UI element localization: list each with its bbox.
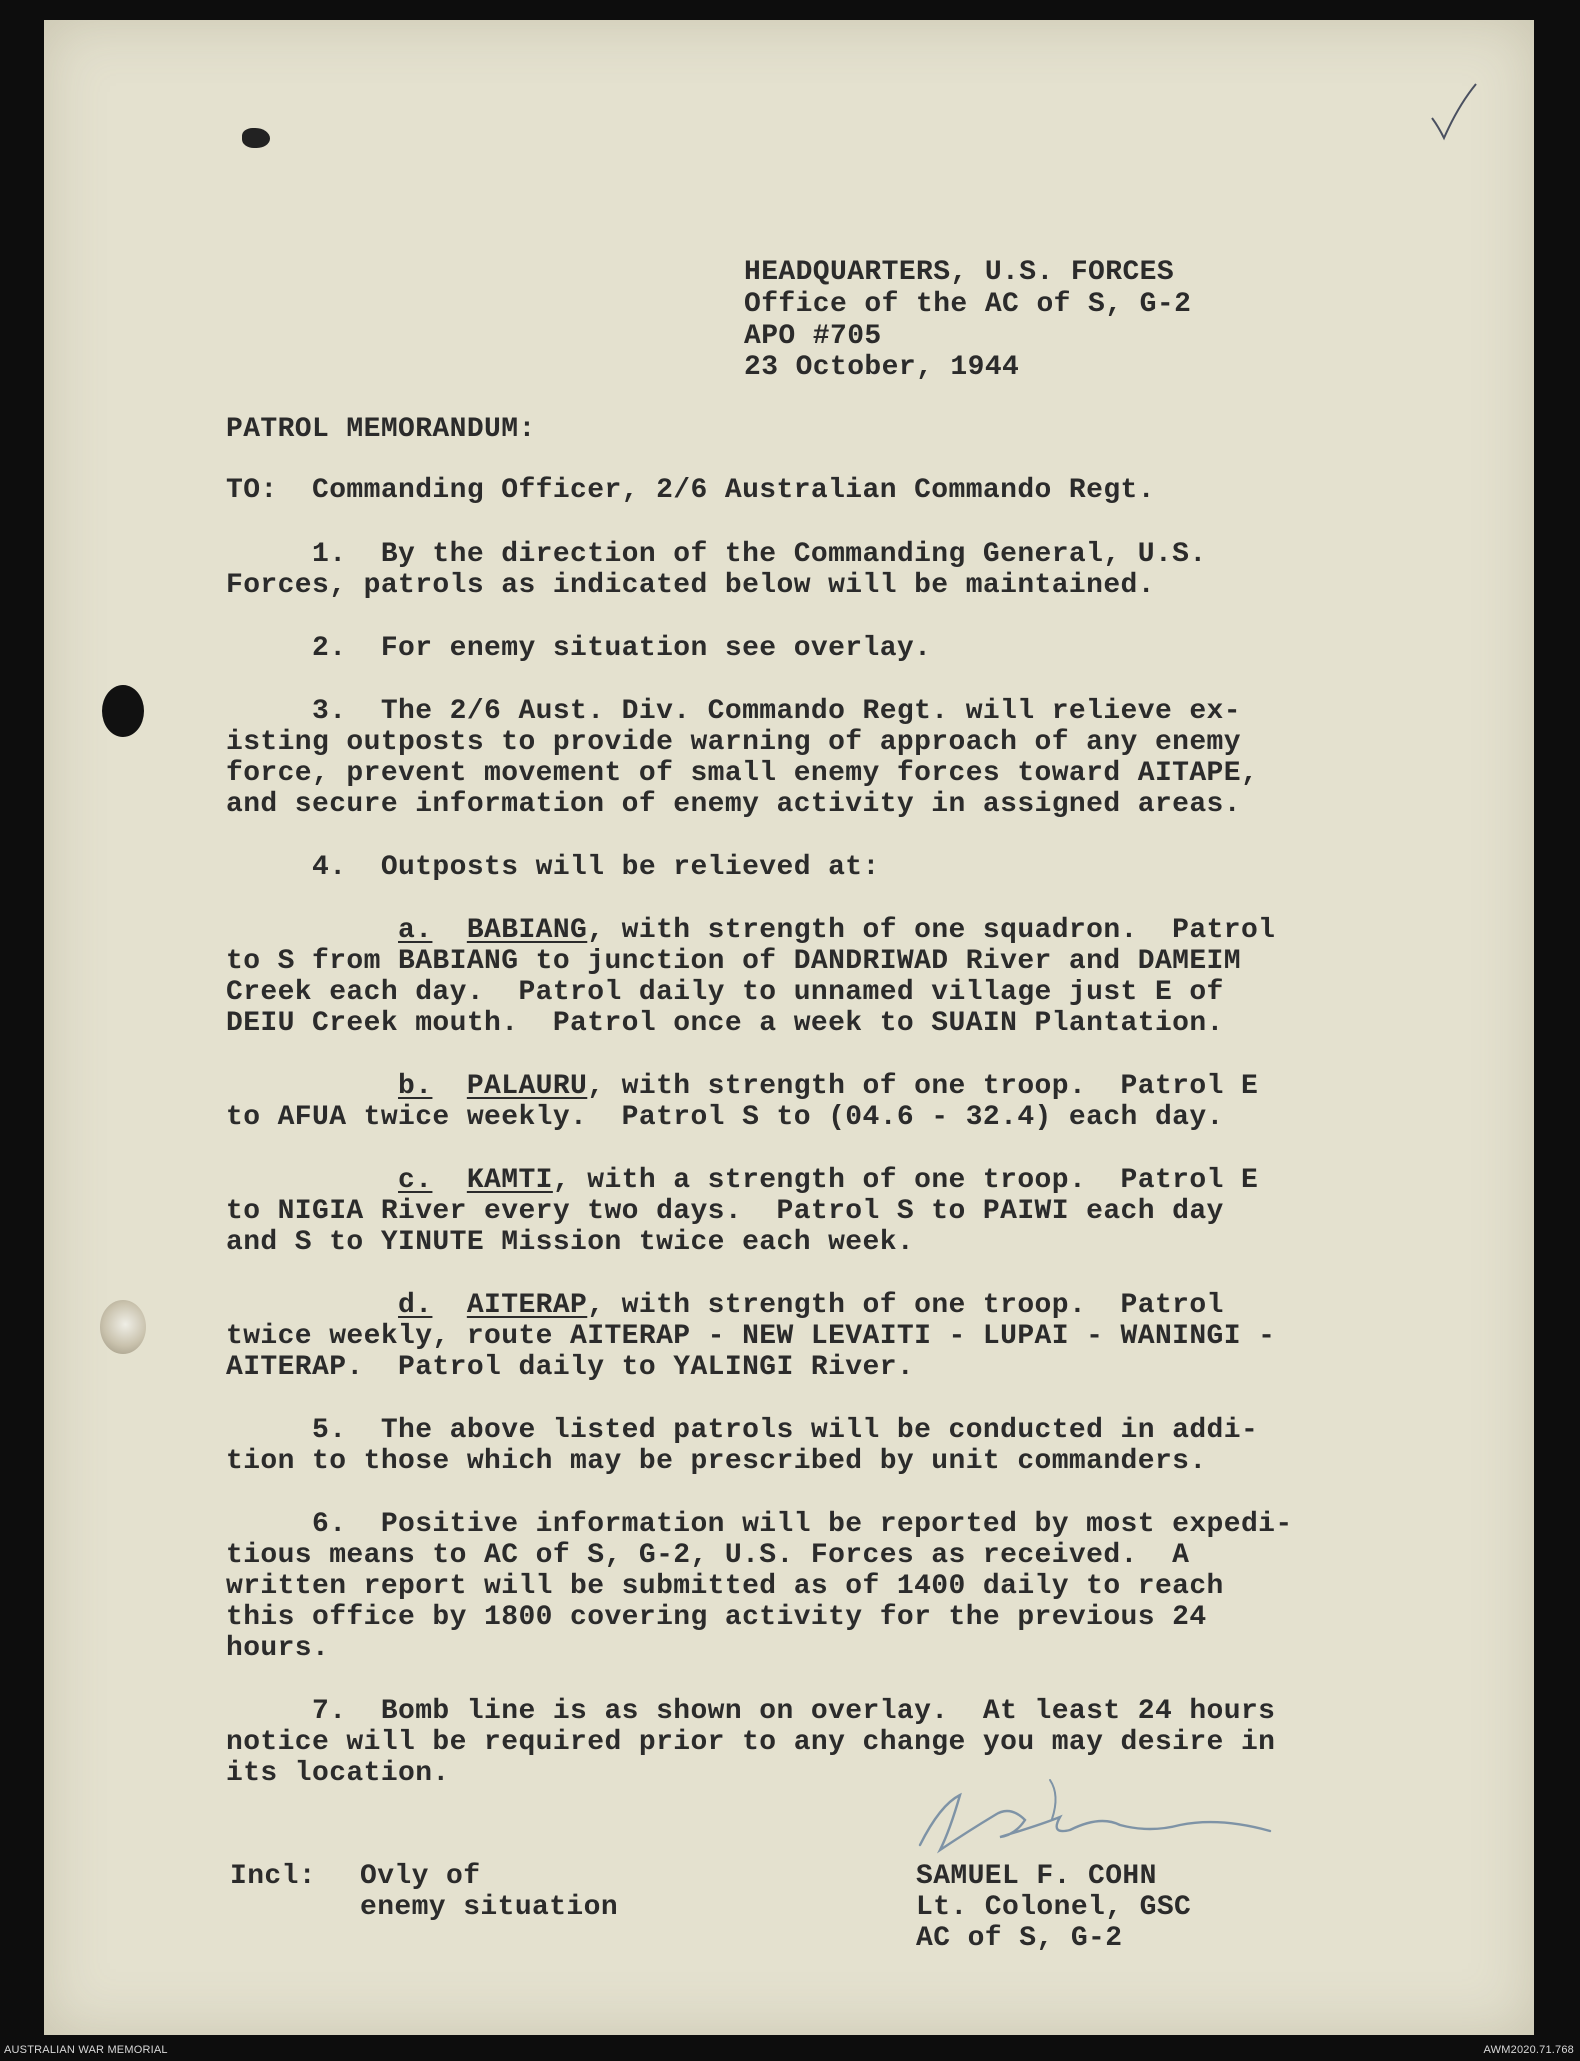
footer-accession-number: AWM2020.71.768 bbox=[1483, 2044, 1574, 2056]
item-a-line1 bbox=[226, 916, 1275, 946]
para2-line1: 2. For enemy situation see overlay. bbox=[226, 633, 932, 664]
check-mark-icon bbox=[1424, 80, 1484, 150]
para3-line1: 3. The 2/6 Aust. Div. Commando Regt. will relieve ex- bbox=[226, 696, 1241, 727]
item-a-place: BABIANG bbox=[466, 915, 588, 946]
item-d-line1 bbox=[226, 1291, 1224, 1321]
item-a-line1-rest: , with strength of one squadron. Patrol bbox=[587, 915, 1276, 946]
ink-blot bbox=[242, 128, 270, 148]
item-d-line1-rest: , with strength of one troop. Patrol bbox=[587, 1290, 1224, 1321]
incl-label: Incl: bbox=[230, 1861, 317, 1892]
header-line-2: Office of the AC of S, G-2 bbox=[744, 289, 1192, 320]
para4-line1: 4. Outposts will be relieved at: bbox=[226, 852, 880, 883]
item-b-letter: b. bbox=[398, 1071, 433, 1102]
incl-line1: Ovly of bbox=[360, 1861, 481, 1892]
incl-line2: enemy situation bbox=[360, 1892, 619, 1923]
item-d-place: AITERAP bbox=[466, 1290, 588, 1321]
footer-archive-name: AUSTRALIAN WAR MEMORIAL bbox=[4, 2044, 168, 2056]
para5-line2: tion to those which may be prescribed by unit commanders. bbox=[226, 1446, 1207, 1477]
item-a-letter: a. bbox=[398, 915, 433, 946]
header-line-1: HEADQUARTERS, U.S. FORCES bbox=[744, 257, 1175, 288]
signer-rank: Lt. Colonel, GSC bbox=[916, 1892, 1192, 1923]
item-b-line2: to AFUA twice weekly. Patrol S to (04.6 - 32.4) each day. bbox=[226, 1102, 1224, 1133]
item-d-letter: d. bbox=[398, 1290, 433, 1321]
punch-hole bbox=[102, 685, 144, 737]
item-a-line2: to S from BABIANG to junction of DANDRIWAD River and DAMEIM bbox=[226, 946, 1241, 977]
item-d-line2: twice weekly, route AITERAP - NEW LEVAITI - LUPAI - WANINGI - bbox=[226, 1321, 1276, 1352]
item-c-letter: c. bbox=[398, 1165, 433, 1196]
item-b-place: PALAURU bbox=[466, 1071, 588, 1102]
para6-line1: 6. Positive information will be reported by most expedi- bbox=[226, 1509, 1293, 1540]
item-c-line2: to NIGIA River every two days. Patrol S to PAIWI each day bbox=[226, 1196, 1224, 1227]
para6-line2: tious means to AC of S, G-2, U.S. Forces as received. A bbox=[226, 1540, 1190, 1571]
header-date: 23 October, 1944 bbox=[744, 352, 1020, 383]
para3-line3: force, prevent movement of small enemy forces toward AITAPE, bbox=[226, 758, 1259, 789]
item-c-line1 bbox=[226, 1166, 1258, 1196]
para1-line2: Forces, patrols as indicated below will be maintained. bbox=[226, 570, 1155, 601]
memo-title: PATROL MEMORANDUM: bbox=[226, 414, 536, 445]
signer-office: AC of S, G-2 bbox=[916, 1923, 1123, 1954]
para6-line5: hours. bbox=[226, 1633, 330, 1664]
item-a-line3: Creek each day. Patrol daily to unnamed village just E of bbox=[226, 977, 1224, 1008]
item-a-line4: DEIU Creek mouth. Patrol once a week to SUAIN Plantation. bbox=[226, 1008, 1224, 1039]
para7-line1: 7. Bomb line is as shown on overlay. At least 24 hours bbox=[226, 1696, 1276, 1727]
signer-name: SAMUEL F. COHN bbox=[916, 1861, 1157, 1892]
item-c-line1-rest: , with a strength of one troop. Patrol E bbox=[552, 1165, 1259, 1196]
punch-hole-mark bbox=[100, 1300, 146, 1354]
to-line: TO: Commanding Officer, 2/6 Australian Commando Regt. bbox=[226, 475, 1155, 506]
item-c-place: KAMTI bbox=[466, 1165, 553, 1196]
item-b-line1 bbox=[226, 1072, 1258, 1102]
header-line-3: APO #705 bbox=[744, 321, 882, 352]
item-d-line3: AITERAP. Patrol daily to YALINGI River. bbox=[226, 1352, 915, 1383]
para1-line1: 1. By the direction of the Commanding General, U.S. bbox=[226, 539, 1207, 570]
para6-line4: this office by 1800 covering activity for the previous 24 bbox=[226, 1602, 1207, 1633]
item-b-line1-rest: , with strength of one troop. Patrol E bbox=[587, 1071, 1259, 1102]
para6-line3: written report will be submitted as of 1400 daily to reach bbox=[226, 1571, 1224, 1602]
item-c-line3: and S to YINUTE Mission twice each week. bbox=[226, 1227, 915, 1258]
para5-line1: 5. The above listed patrols will be conducted in addi- bbox=[226, 1415, 1259, 1446]
para3-line2: isting outposts to provide warning of approach of any enemy bbox=[226, 727, 1241, 758]
para7-line2: notice will be required prior to any change you may desire in bbox=[226, 1727, 1276, 1758]
signature bbox=[900, 1775, 1280, 1865]
para7-line3: its location. bbox=[226, 1758, 450, 1789]
para3-line4: and secure information of enemy activity in assigned areas. bbox=[226, 789, 1241, 820]
